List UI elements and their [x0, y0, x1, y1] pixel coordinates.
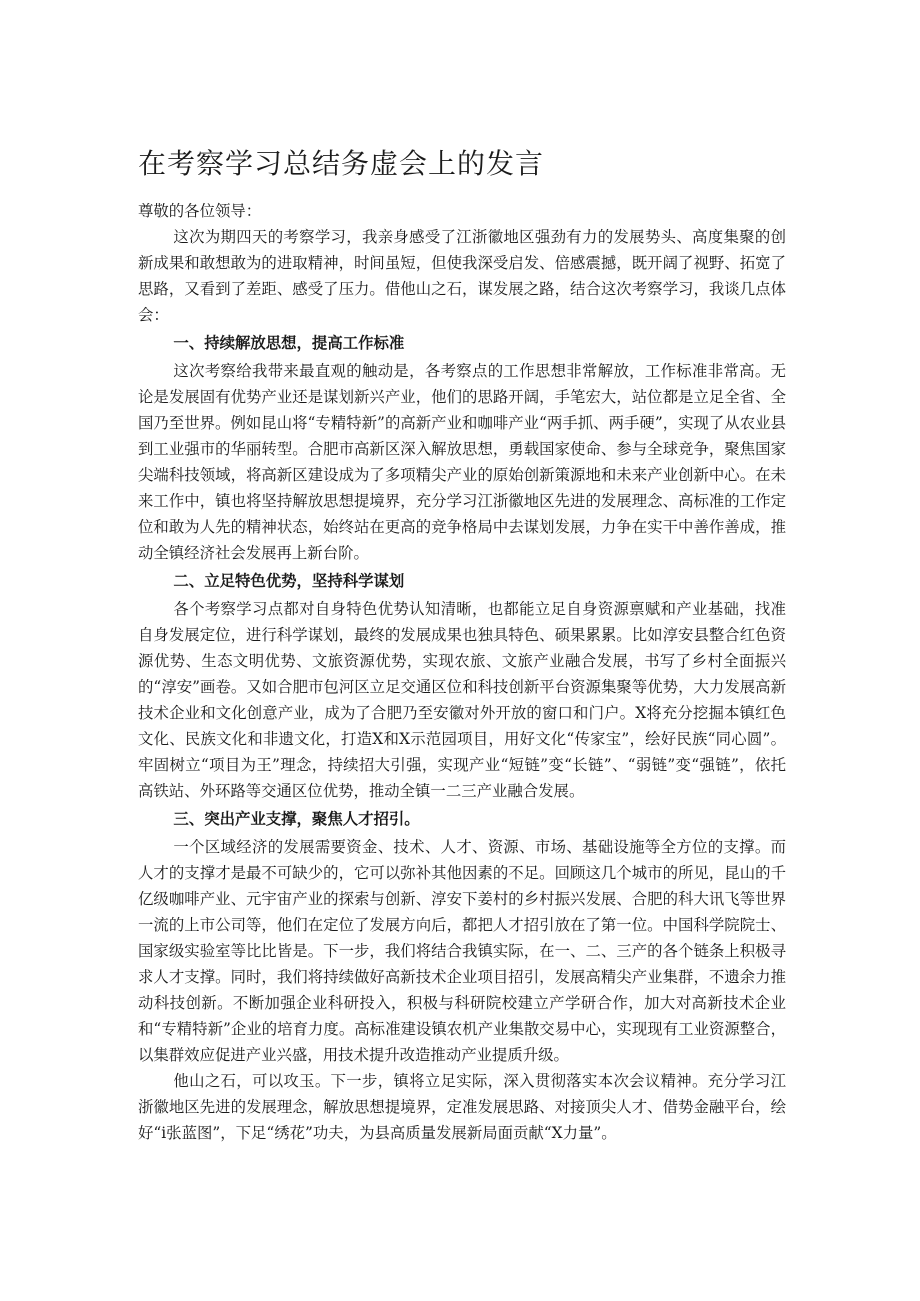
section-3-heading: 三、突出产业支撑，聚焦人才招引。: [173, 810, 420, 828]
closing-paragraph: 他山之石，可以攻玉。下一步，镇将立足实际，深入贯彻落实本次会议精神。充分学习江浙徽地区先进的发展理念，解放思想提境界，定准发展思路、对接顶尖人才、借势金融平台，绘好“i张蓝图”，下足“绣花”功夫，为县高质量发展新局面贡献“X力量”。: [138, 1072, 786, 1142]
section-2-paragraph-1: 各个考察学习点都对自身特色优势认知清晰，也都能立足自身资源禀赋和产业基础，找准自身发展定位，进行科学谋划，最终的发展成果也独具特色、硕果累累。比如淳安县整合红色资源优势、生态文明优势、文旅资源优势，实现农旅、文旅产业融合发展，书写了乡村全面振兴的“淳安”画卷。又如合肥市包河区立足交通区位和科技创新平台资源集聚等优势，大力发展高新技术企业和文化创意产业，成为了合肥乃至安徽对外开放的窗口和门户。X将充分挖掘本镇红色文化、民族文化和非遗文化，打造X和X示范园项目，用好文化“传家宝”，绘好民族“同心圆”。牢固树立“项目为王”理念，持续招大引强，实现产业“短链”变“长链”、“弱链”变“强链”，依托高铁站、外环路等交通区位优势，推动全镇一二三产业融合发展。: [138, 600, 786, 800]
section-1-heading: 一、持续解放思想，提高工作标准: [173, 334, 405, 352]
intro-paragraph: 这次为期四天的考察学习，我亲身感受了江浙徽地区强劲有力的发展势头、高度集聚的创新成果和敢想敢为的进取精神，时间虽短，但使我深受启发、倍感震撼，既开阔了视野、拓宽了思路，又看到了差距、感受了压力。借他山之石，谋发展之路，结合这次考察学习，我谈几点体会：: [138, 228, 786, 324]
section-1-paragraph-1: 这次考察给我带来最直观的触动是，各考察点的工作思想非常解放，工作标准非常高。无论是发展固有优势产业还是谋划新兴产业，他们的思路开阔，手笔宏大，站位都是立足全省、全国乃至世界。例如昆山将“专精特新”的高新产业和咖啡产业“两手抓、两手硬”，实现了从农业县到工业强市的华丽转型。合肥市高新区深入解放思想，勇载国家使命、参与全球竞争，聚焦国家尖端科技领域，将高新区建设成为了多项精尖产业的原始创新策源地和未来产业创新中心。在未来工作中，镇也将坚持解放思想提境界，充分学习江浙徽地区先进的发展理念、高标准的工作定位和敢为人先的精神状态，始终站在更高的竞争格局中去谋划发展，力争在实干中善作善成，推动全镇经济社会发展再上新台阶。: [138, 362, 786, 562]
section-2-heading: 二、立足特色优势，坚持科学谋划: [173, 572, 405, 590]
section-3-paragraph-1: 一个区域经济的发展需要资金、技术、人才、资源、市场、基础设施等全方位的支撑。而人才的支撑才是最不可缺少的，它可以弥补其他因素的不足。回顾这几个城市的所见，昆山的千亿级咖啡产业、元宇宙产业的探索与创新、淳安下姜村的乡村振兴发展、合肥的科大讯飞等世界一流的上市公司等，他们在定位了发展方向后，都把人才招引放在了第一位。中国科学院院士、国家级实验室等比比皆是。下一步，我们将结合我镇实际，在一、二、三产的各个链条上积极寻求人才支撑。同时，我们将持续做好高新技术企业项目招引，发展高精尖产业集群，不遗余力推动科技创新。不断加强企业科研投入，积极与科研院校建立产学研合作，加大对高新技术企业和“专精特新”企业的培育力度。高标准建设镇农机产业集散交易中心，实现现有工业资源整合，以集群效应促进产业兴盛，用技术提升改造推动产业提质升级。: [138, 838, 786, 1064]
document-body: [138, 198, 786, 1146]
salutation: 尊敬的各位领导：: [138, 202, 262, 220]
document-title: 在考察学习总结务虚会上的发言: [138, 147, 545, 180]
